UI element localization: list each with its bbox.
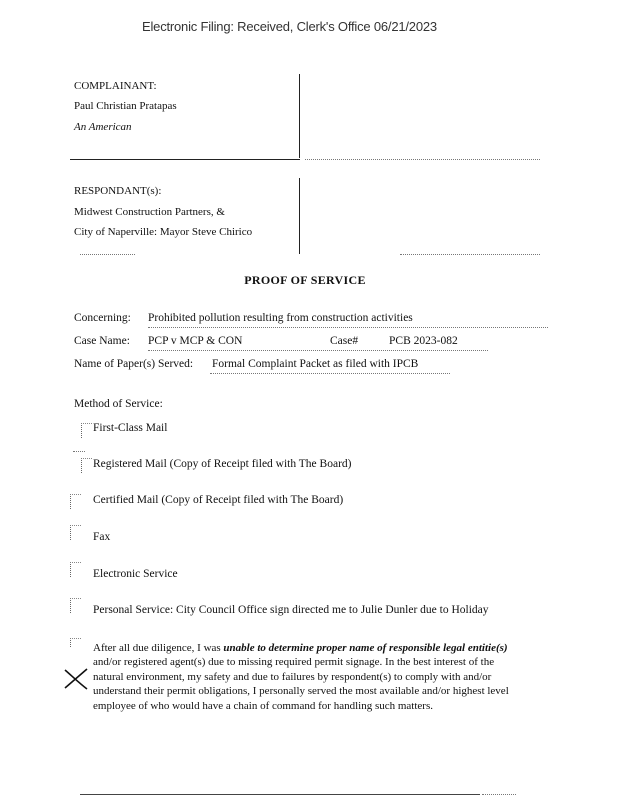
papers-underline <box>210 373 450 374</box>
respondent-line-2: City of Naperville: Mayor Steve Chirico <box>74 226 253 238</box>
concerning-value: Prohibited pollution resulting from construction activities <box>148 312 413 324</box>
complainant-name: Paul Christian Pratapas <box>74 100 177 112</box>
concerning-underline <box>148 327 548 328</box>
complainant-label: COMPLAINANT: <box>74 80 157 92</box>
caption-horizontal-rule <box>70 159 300 160</box>
caption-vertical-rule-top <box>299 74 300 158</box>
diligence-rest: and/or registered agent(s) due to missing required permit signage. In the best interest of the natural environment, my safety and due to failures by respondent(s) to comply with and/or understand their permit obligations, I personally served the most available and/or highest level employee of who would have a chain of command for handling such matters. <box>93 656 509 712</box>
x-check-mark-icon <box>63 667 89 691</box>
method-heading: Method of Service: <box>74 398 163 410</box>
method-personal-service: Personal Service: City Council Office sign directed me to Julie Dunler due to Holiday <box>93 604 489 616</box>
checkbox-personal-service[interactable] <box>70 598 81 613</box>
checkbox-fax[interactable] <box>70 525 81 540</box>
footer-rule <box>80 794 480 795</box>
method-fax: Fax <box>93 531 111 543</box>
due-diligence-paragraph <box>93 641 523 713</box>
complainant-title: An American <box>74 121 132 133</box>
papers-served-label: Name of Paper(s) Served: <box>74 358 194 370</box>
method-electronic-service: Electronic Service <box>93 568 178 580</box>
papers-served-value: Formal Complaint Packet as filed with IPCB <box>212 358 419 370</box>
caption-dotted-rule-top <box>305 159 540 160</box>
checkbox-first-class-mail[interactable] <box>81 423 92 438</box>
concerning-label: Concerning: <box>74 312 131 324</box>
case-number-label: Case# <box>330 335 359 347</box>
method-certified-mail: Certified Mail (Copy of Receipt filed with The Board) <box>93 494 344 506</box>
caption-dotted-rule-right <box>400 254 540 255</box>
caption-vertical-rule-bottom <box>299 178 300 254</box>
checkbox-registered-mail-top <box>73 451 85 452</box>
method-first-class-mail: First-Class Mail <box>93 422 168 434</box>
diligence-intro: After all due diligence, I was <box>93 642 224 654</box>
checkbox-due-diligence[interactable] <box>70 638 81 647</box>
footer-dotted-rule <box>482 794 516 795</box>
respondent-line-1: Midwest Construction Partners, & <box>74 206 225 218</box>
case-number-value: PCB 2023-082 <box>389 335 458 347</box>
case-name-label: Case Name: <box>74 335 130 347</box>
diligence-emphasis: unable to determine proper name of responsible legal entitie(s) <box>223 642 508 654</box>
checkbox-electronic-service[interactable] <box>70 562 81 577</box>
method-registered-mail: Registered Mail (Copy of Receipt filed with The Board) <box>93 458 352 470</box>
checkbox-registered-mail[interactable] <box>81 458 92 473</box>
case-underline <box>148 350 488 351</box>
checkbox-certified-mail[interactable] <box>70 494 81 509</box>
caption-dotted-rule-left <box>80 254 135 255</box>
respondent-label: RESPONDANT(s): <box>74 185 162 197</box>
filing-stamp: Electronic Filing: Received, Clerk's Office 06/21/2023 <box>142 19 437 34</box>
document-title: PROOF OF SERVICE <box>244 273 366 287</box>
case-name-value: PCP v MCP & CON <box>148 335 243 347</box>
